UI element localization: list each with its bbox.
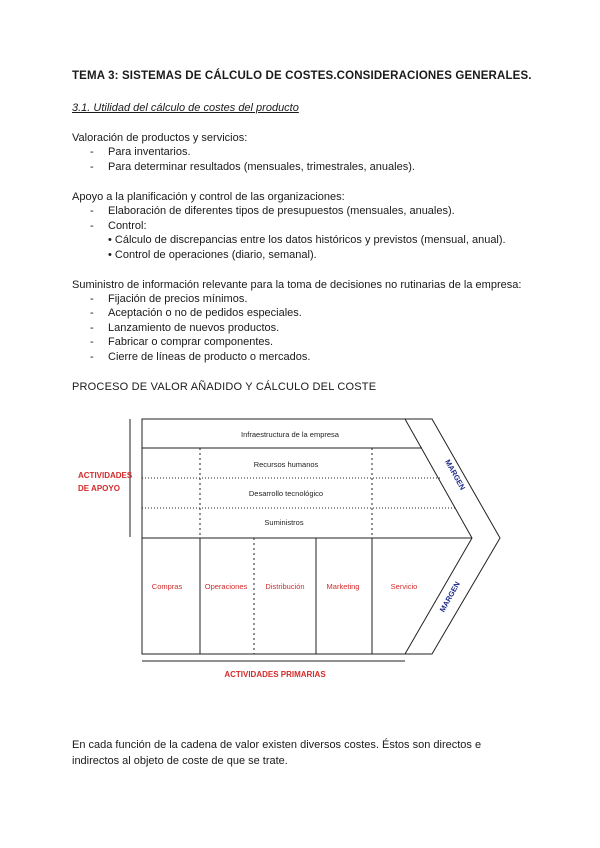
margin-band <box>405 419 500 654</box>
dash-marker: - <box>90 146 94 158</box>
primary-activity-label: Servicio <box>390 582 418 591</box>
dash-marker: - <box>90 205 94 217</box>
support-row-label: Suministros <box>264 518 304 527</box>
dash-marker: - <box>90 336 94 348</box>
block-heading: Apoyo a la planificación y control de las organizaciones: <box>72 191 345 203</box>
list-item-text: Fabricar o comprar componentes. <box>108 336 274 348</box>
dash-marker: - <box>90 307 94 319</box>
support-row-label: Desarrollo tecnológico <box>248 489 324 498</box>
sub-list-item-text: • Control de operaciones (diario, semanal). <box>108 249 317 261</box>
primary-activity-label: Compras <box>151 582 183 591</box>
support-activities-label: ACTIVIDADES <box>78 471 133 480</box>
page-title: TEMA 3: SISTEMAS DE CÁLCULO DE COSTES.CONSIDERACIONES GENERALES. <box>72 70 532 82</box>
list-item-text: Fijación de precios mínimos. <box>108 293 248 305</box>
margin-label: MARGEN <box>443 458 468 492</box>
dash-marker: - <box>90 220 94 232</box>
margin-label: MARGEN <box>437 580 462 614</box>
primary-activity-label: Distribución <box>265 582 305 591</box>
support-activities-label: DE APOYO <box>78 484 120 493</box>
dash-marker: - <box>90 351 94 363</box>
sub-list-item-text: • Cálculo de discrepancias entre los datos históricos y previstos (mensual, anual). <box>108 234 506 246</box>
dash-marker: - <box>90 161 94 173</box>
chain-outline <box>142 419 472 654</box>
dash-marker: - <box>90 293 94 305</box>
section-heading: 3.1. Utilidad del cálculo de costes del producto <box>72 102 299 114</box>
closing-paragraph: En cada función de la cadena de valor existen diversos costes. Éstos son directos e indirectos al objeto de coste de que se trate. <box>72 739 482 767</box>
list-item-text: Control: <box>108 220 147 232</box>
support-row-label: Infraestructura de la empresa <box>241 430 339 439</box>
list-item-text: Elaboración de diferentes tipos de presupuestos (mensuales, anuales). <box>108 205 455 217</box>
block-heading: Suministro de información relevante para la toma de decisiones no rutinarias de la empresa: <box>72 279 522 291</box>
list-item-text: Para determinar resultados (mensuales, trimestrales, anuales). <box>108 161 415 173</box>
primary-activity-label: Marketing <box>326 582 360 591</box>
primary-activity-label: Operaciones <box>204 582 248 591</box>
list-item-text: Para inventarios. <box>108 146 191 158</box>
dash-marker: - <box>90 322 94 334</box>
list-item-text: Lanzamiento de nuevos productos. <box>108 322 280 334</box>
list-item-text: Cierre de líneas de producto o mercados. <box>108 351 311 363</box>
support-row-label: Recursos humanos <box>253 460 319 469</box>
primary-activities-label: ACTIVIDADES PRIMARIAS <box>224 670 326 679</box>
block-heading: Valoración de productos y servicios: <box>72 132 248 144</box>
process-title: PROCESO DE VALOR AÑADIDO Y CÁLCULO DEL COSTE <box>72 381 377 393</box>
list-item-text: Aceptación o no de pedidos especiales. <box>108 307 302 319</box>
